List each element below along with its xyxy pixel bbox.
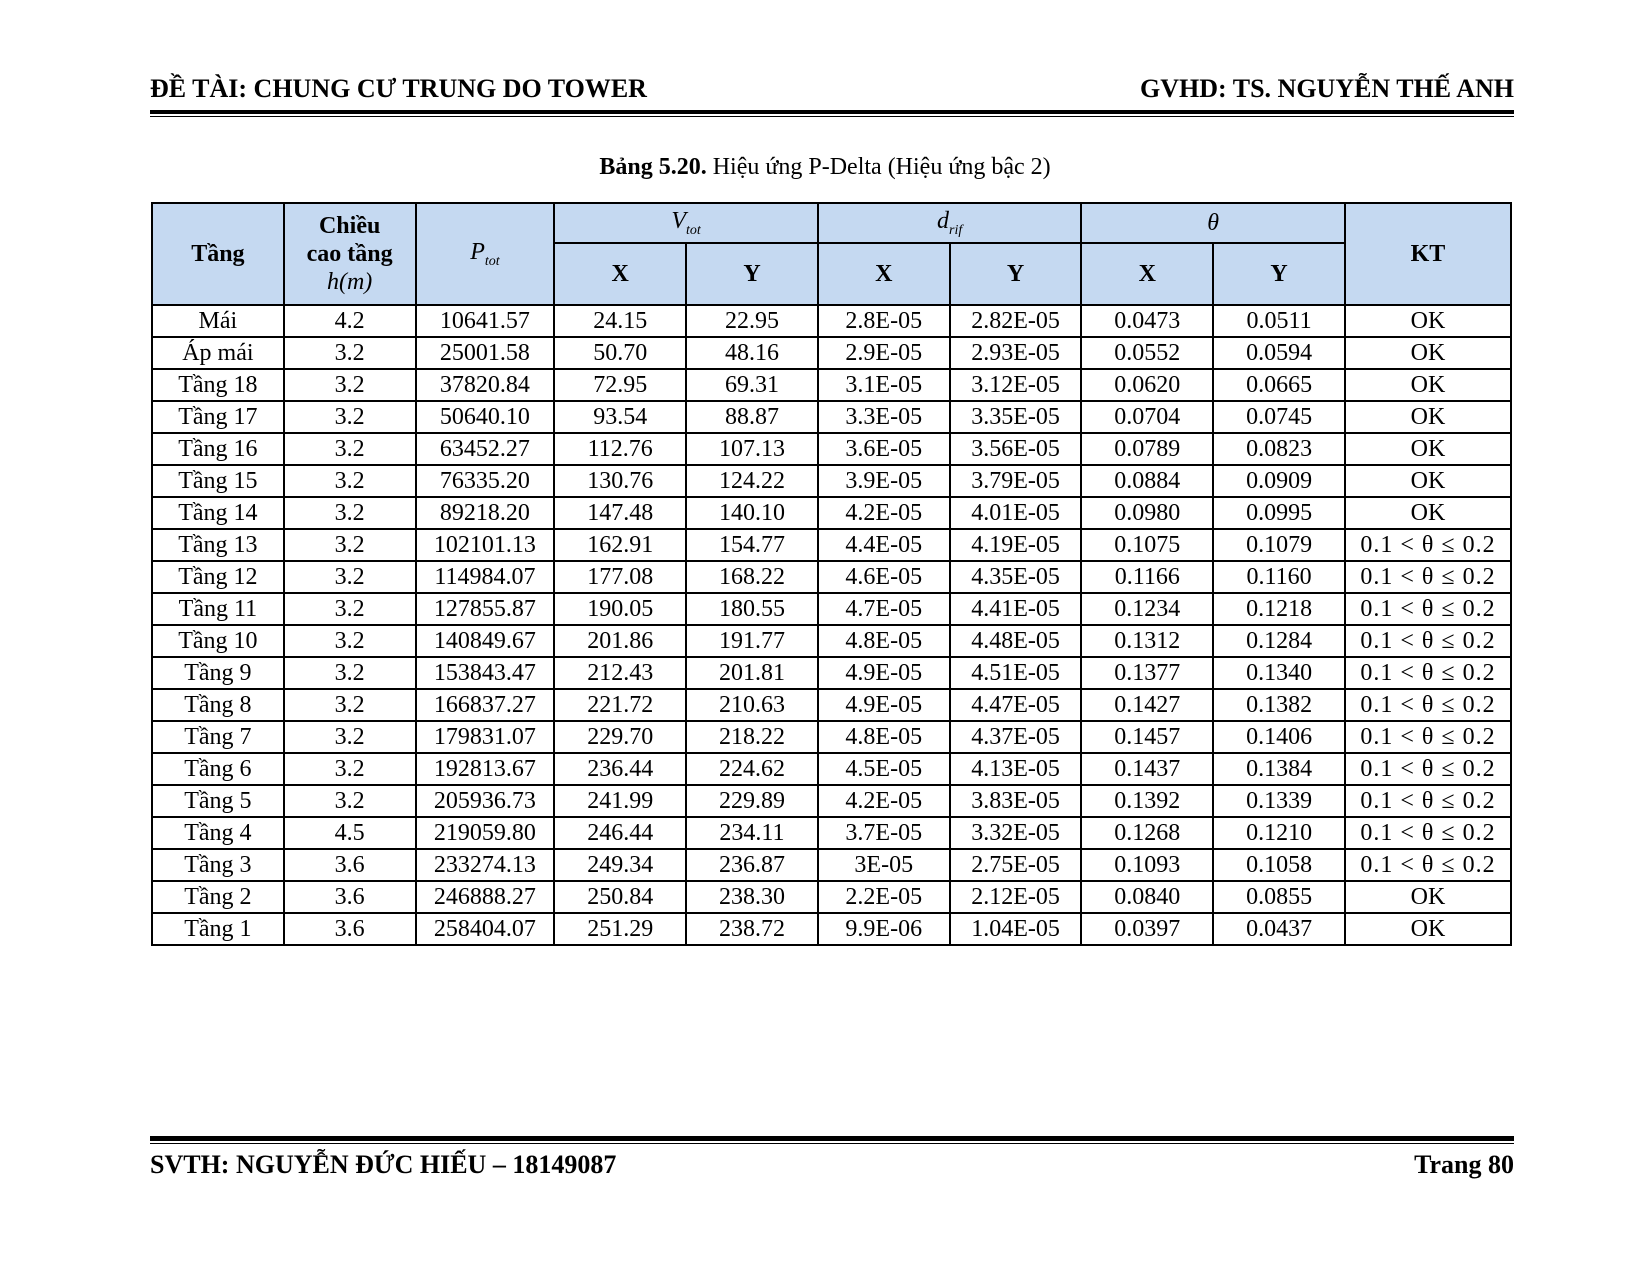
- cell-theta-x: 0.1437: [1081, 753, 1213, 785]
- cell-height: 3.2: [284, 561, 416, 593]
- cell-height: 3.2: [284, 785, 416, 817]
- cell-ptot: 153843.47: [416, 657, 555, 689]
- cell-drif-x: 3E-05: [818, 849, 950, 881]
- cell-kt: 0.1 < θ ≤ 0.2: [1345, 817, 1511, 849]
- cell-vtot-y: 218.22: [686, 721, 818, 753]
- cell-tang: Áp mái: [152, 337, 284, 369]
- cell-kt: OK: [1345, 881, 1511, 913]
- cell-vtot-x: 177.08: [554, 561, 686, 593]
- cell-vtot-y: 154.77: [686, 529, 818, 561]
- table-caption: [0, 152, 1650, 182]
- cell-tang: Tầng 18: [152, 369, 284, 401]
- cell-drif-x: 4.4E-05: [818, 529, 950, 561]
- cell-theta-y: 0.0995: [1213, 497, 1345, 529]
- cell-theta-x: 0.1312: [1081, 625, 1213, 657]
- cell-kt: OK: [1345, 465, 1511, 497]
- table-row: [152, 625, 1511, 657]
- cell-tang: Tầng 11: [152, 593, 284, 625]
- cell-theta-x: 0.0473: [1081, 305, 1213, 337]
- cell-vtot-x: 201.86: [554, 625, 686, 657]
- cell-kt: 0.1 < θ ≤ 0.2: [1345, 753, 1511, 785]
- cell-drif-x: 3.9E-05: [818, 465, 950, 497]
- cell-ptot: 37820.84: [416, 369, 555, 401]
- cell-theta-x: 0.1427: [1081, 689, 1213, 721]
- cell-vtot-y: 124.22: [686, 465, 818, 497]
- cell-drif-y: 4.35E-05: [950, 561, 1082, 593]
- header-rule: [150, 110, 1514, 114]
- cell-theta-x: 0.0620: [1081, 369, 1213, 401]
- col-header-tang: Tầng: [152, 203, 284, 305]
- cell-vtot-x: 212.43: [554, 657, 686, 689]
- cell-kt: OK: [1345, 305, 1511, 337]
- cell-tang: Tầng 16: [152, 433, 284, 465]
- cell-height: 3.2: [284, 657, 416, 689]
- cell-tang: Tầng 14: [152, 497, 284, 529]
- cell-vtot-y: 210.63: [686, 689, 818, 721]
- cell-theta-y: 0.1384: [1213, 753, 1345, 785]
- cell-kt: 0.1 < θ ≤ 0.2: [1345, 593, 1511, 625]
- cell-height: 3.2: [284, 497, 416, 529]
- cell-vtot-x: 221.72: [554, 689, 686, 721]
- cell-height: 3.2: [284, 369, 416, 401]
- cell-drif-y: 3.32E-05: [950, 817, 1082, 849]
- cell-vtot-x: 246.44: [554, 817, 686, 849]
- cell-drif-y: 4.47E-05: [950, 689, 1082, 721]
- cell-height: 3.2: [284, 689, 416, 721]
- vtot-subscript: tot: [686, 222, 701, 238]
- cell-vtot-x: 147.48: [554, 497, 686, 529]
- cell-ptot: 246888.27: [416, 881, 555, 913]
- cell-tang: Mái: [152, 305, 284, 337]
- drif-symbol: d: [937, 207, 950, 234]
- student-name: SVTH: NGUYỄN ĐỨC HIẾU – 18149087: [150, 1150, 617, 1179]
- table-row: [152, 305, 1511, 337]
- cell-theta-x: 0.1075: [1081, 529, 1213, 561]
- cell-drif-y: 3.83E-05: [950, 785, 1082, 817]
- cell-kt: OK: [1345, 913, 1511, 945]
- cell-theta-y: 0.0855: [1213, 881, 1345, 913]
- cell-theta-y: 0.1079: [1213, 529, 1345, 561]
- page-footer: [150, 1150, 1514, 1184]
- cell-theta-y: 0.0823: [1213, 433, 1345, 465]
- cell-theta-x: 0.0840: [1081, 881, 1213, 913]
- cell-vtot-y: 140.10: [686, 497, 818, 529]
- supervisor-name: GVHD: TS. NGUYỄN THẾ ANH: [1140, 74, 1514, 103]
- cell-tang: Tầng 1: [152, 913, 284, 945]
- cell-theta-x: 0.0397: [1081, 913, 1213, 945]
- cell-kt: OK: [1345, 433, 1511, 465]
- cell-theta-x: 0.1234: [1081, 593, 1213, 625]
- cell-vtot-y: 201.81: [686, 657, 818, 689]
- cell-drif-x: 3.3E-05: [818, 401, 950, 433]
- cell-kt: 0.1 < θ ≤ 0.2: [1345, 657, 1511, 689]
- cell-drif-x: 4.9E-05: [818, 657, 950, 689]
- cell-vtot-x: 251.29: [554, 913, 686, 945]
- subheader-drif-y: Y: [950, 243, 1082, 305]
- cell-drif-x: 4.8E-05: [818, 625, 950, 657]
- cell-vtot-x: 112.76: [554, 433, 686, 465]
- cell-height: 3.2: [284, 625, 416, 657]
- cell-kt: 0.1 < θ ≤ 0.2: [1345, 689, 1511, 721]
- cell-height: 3.6: [284, 849, 416, 881]
- cell-ptot: 89218.20: [416, 497, 555, 529]
- cell-drif-x: 3.1E-05: [818, 369, 950, 401]
- table-row: [152, 593, 1511, 625]
- cell-vtot-y: 238.72: [686, 913, 818, 945]
- cell-theta-y: 0.0665: [1213, 369, 1345, 401]
- page-number: Trang 80: [1414, 1150, 1514, 1179]
- cell-drif-x: 4.6E-05: [818, 561, 950, 593]
- cell-theta-x: 0.0980: [1081, 497, 1213, 529]
- cell-drif-x: 2.2E-05: [818, 881, 950, 913]
- header-rule-thin: [150, 116, 1514, 117]
- cell-drif-x: 4.2E-05: [818, 497, 950, 529]
- cell-theta-x: 0.1457: [1081, 721, 1213, 753]
- cell-theta-x: 0.1166: [1081, 561, 1213, 593]
- cell-theta-y: 0.0437: [1213, 913, 1345, 945]
- cell-vtot-y: 69.31: [686, 369, 818, 401]
- cell-drif-y: 4.13E-05: [950, 753, 1082, 785]
- cell-drif-y: 4.19E-05: [950, 529, 1082, 561]
- subheader-vtot-x: X: [554, 243, 686, 305]
- cell-drif-x: 3.6E-05: [818, 433, 950, 465]
- cell-tang: Tầng 8: [152, 689, 284, 721]
- cell-ptot: 76335.20: [416, 465, 555, 497]
- cell-drif-y: 3.79E-05: [950, 465, 1082, 497]
- cell-theta-y: 0.0909: [1213, 465, 1345, 497]
- cell-theta-y: 0.1284: [1213, 625, 1345, 657]
- cell-ptot: 219059.80: [416, 817, 555, 849]
- cell-vtot-x: 24.15: [554, 305, 686, 337]
- cell-drif-y: 1.04E-05: [950, 913, 1082, 945]
- cell-drif-y: 4.48E-05: [950, 625, 1082, 657]
- page-header: [150, 72, 1514, 104]
- cell-height: 3.2: [284, 753, 416, 785]
- table-row: [152, 913, 1511, 945]
- cell-theta-x: 0.1093: [1081, 849, 1213, 881]
- table-row: [152, 753, 1511, 785]
- cell-theta-y: 0.1406: [1213, 721, 1345, 753]
- col-header-ptot: [416, 203, 555, 305]
- cell-kt: 0.1 < θ ≤ 0.2: [1345, 561, 1511, 593]
- cell-tang: Tầng 10: [152, 625, 284, 657]
- cell-drif-y: 4.37E-05: [950, 721, 1082, 753]
- cell-height: 4.2: [284, 305, 416, 337]
- cell-vtot-y: 180.55: [686, 593, 818, 625]
- cell-ptot: 233274.13: [416, 849, 555, 881]
- cell-theta-y: 0.1382: [1213, 689, 1345, 721]
- cell-kt: 0.1 < θ ≤ 0.2: [1345, 785, 1511, 817]
- col-header-height: [284, 203, 416, 305]
- table-row: [152, 881, 1511, 913]
- table-row: [152, 369, 1511, 401]
- cell-height: 3.2: [284, 433, 416, 465]
- cell-height: 3.6: [284, 913, 416, 945]
- cell-drif-x: 4.5E-05: [818, 753, 950, 785]
- cell-drif-x: 4.9E-05: [818, 689, 950, 721]
- cell-vtot-y: 107.13: [686, 433, 818, 465]
- cell-ptot: 114984.07: [416, 561, 555, 593]
- cell-vtot-y: 88.87: [686, 401, 818, 433]
- cell-vtot-y: 224.62: [686, 753, 818, 785]
- cell-vtot-x: 72.95: [554, 369, 686, 401]
- col-header-vtot: [554, 203, 818, 243]
- cell-vtot-x: 229.70: [554, 721, 686, 753]
- cell-theta-x: 0.0552: [1081, 337, 1213, 369]
- col-header-kt: KT: [1345, 203, 1511, 305]
- footer-rule-thin: [150, 1143, 1514, 1144]
- cell-drif-y: 3.56E-05: [950, 433, 1082, 465]
- cell-ptot: 192813.67: [416, 753, 555, 785]
- cell-ptot: 102101.13: [416, 529, 555, 561]
- cell-vtot-x: 190.05: [554, 593, 686, 625]
- height-label-line2: cao tầng: [306, 241, 393, 267]
- cell-theta-x: 0.0789: [1081, 433, 1213, 465]
- cell-ptot: 10641.57: [416, 305, 555, 337]
- cell-theta-y: 0.1339: [1213, 785, 1345, 817]
- cell-theta-y: 0.1210: [1213, 817, 1345, 849]
- cell-ptot: 258404.07: [416, 913, 555, 945]
- table-row: [152, 401, 1511, 433]
- cell-drif-x: 2.9E-05: [818, 337, 950, 369]
- cell-tang: Tầng 3: [152, 849, 284, 881]
- cell-theta-x: 0.0704: [1081, 401, 1213, 433]
- cell-ptot: 50640.10: [416, 401, 555, 433]
- vtot-symbol: V: [671, 207, 687, 234]
- cell-kt: 0.1 < θ ≤ 0.2: [1345, 849, 1511, 881]
- cell-tang: Tầng 2: [152, 881, 284, 913]
- table-row: [152, 561, 1511, 593]
- cell-vtot-y: 234.11: [686, 817, 818, 849]
- cell-vtot-x: 249.34: [554, 849, 686, 881]
- cell-kt: 0.1 < θ ≤ 0.2: [1345, 529, 1511, 561]
- cell-vtot-y: 22.95: [686, 305, 818, 337]
- cell-vtot-y: 168.22: [686, 561, 818, 593]
- cell-drif-y: 2.12E-05: [950, 881, 1082, 913]
- cell-vtot-x: 241.99: [554, 785, 686, 817]
- cell-ptot: 205936.73: [416, 785, 555, 817]
- table-row: [152, 497, 1511, 529]
- cell-kt: OK: [1345, 401, 1511, 433]
- cell-tang: Tầng 9: [152, 657, 284, 689]
- cell-theta-y: 0.1218: [1213, 593, 1345, 625]
- cell-theta-y: 0.0511: [1213, 305, 1345, 337]
- cell-height: 3.2: [284, 593, 416, 625]
- p-delta-table: [151, 202, 1512, 946]
- cell-theta-y: 0.1340: [1213, 657, 1345, 689]
- cell-tang: Tầng 13: [152, 529, 284, 561]
- subheader-drif-x: X: [818, 243, 950, 305]
- cell-tang: Tầng 15: [152, 465, 284, 497]
- cell-drif-y: 4.01E-05: [950, 497, 1082, 529]
- project-title: ĐỀ TÀI: CHUNG CƯ TRUNG DO TOWER: [150, 74, 647, 103]
- cell-drif-y: 3.35E-05: [950, 401, 1082, 433]
- cell-ptot: 140849.67: [416, 625, 555, 657]
- cell-drif-x: 3.7E-05: [818, 817, 950, 849]
- col-header-theta: θ: [1081, 203, 1345, 243]
- table-row: [152, 689, 1511, 721]
- cell-drif-x: 4.2E-05: [818, 785, 950, 817]
- cell-height: 3.2: [284, 337, 416, 369]
- cell-vtot-y: 191.77: [686, 625, 818, 657]
- table-row: [152, 785, 1511, 817]
- cell-ptot: 63452.27: [416, 433, 555, 465]
- subheader-theta-x: X: [1081, 243, 1213, 305]
- cell-height: 3.6: [284, 881, 416, 913]
- table-row: [152, 337, 1511, 369]
- cell-theta-x: 0.1268: [1081, 817, 1213, 849]
- cell-kt: 0.1 < θ ≤ 0.2: [1345, 721, 1511, 753]
- cell-vtot-x: 93.54: [554, 401, 686, 433]
- cell-theta-y: 0.0594: [1213, 337, 1345, 369]
- cell-vtot-x: 50.70: [554, 337, 686, 369]
- cell-drif-x: 4.7E-05: [818, 593, 950, 625]
- cell-drif-y: 3.12E-05: [950, 369, 1082, 401]
- cell-theta-x: 0.1377: [1081, 657, 1213, 689]
- cell-vtot-y: 236.87: [686, 849, 818, 881]
- cell-ptot: 127855.87: [416, 593, 555, 625]
- table-row: [152, 849, 1511, 881]
- footer-rule: [150, 1136, 1514, 1141]
- cell-tang: Tầng 6: [152, 753, 284, 785]
- cell-height: 3.2: [284, 401, 416, 433]
- caption-text: Hiệu ứng P-Delta (Hiệu ứng bậc 2): [706, 154, 1051, 180]
- height-label-line3: h(m): [326, 269, 373, 295]
- cell-vtot-y: 238.30: [686, 881, 818, 913]
- cell-theta-y: 0.1058: [1213, 849, 1345, 881]
- col-header-drif: [818, 203, 1082, 243]
- cell-drif-x: 2.8E-05: [818, 305, 950, 337]
- caption-label: Bảng 5.20.: [599, 154, 707, 180]
- cell-ptot: 25001.58: [416, 337, 555, 369]
- cell-kt: 0.1 < θ ≤ 0.2: [1345, 625, 1511, 657]
- cell-drif-y: 4.41E-05: [950, 593, 1082, 625]
- cell-tang: Tầng 4: [152, 817, 284, 849]
- table-row: [152, 529, 1511, 561]
- table-row: [152, 817, 1511, 849]
- cell-ptot: 166837.27: [416, 689, 555, 721]
- ptot-subscript: tot: [484, 253, 500, 269]
- cell-height: 4.5: [284, 817, 416, 849]
- drif-subscript: rif: [949, 222, 963, 238]
- cell-vtot-x: 162.91: [554, 529, 686, 561]
- cell-drif-y: 2.82E-05: [950, 305, 1082, 337]
- table-row: [152, 721, 1511, 753]
- cell-tang: Tầng 12: [152, 561, 284, 593]
- cell-drif-x: 4.8E-05: [818, 721, 950, 753]
- subheader-theta-y: Y: [1213, 243, 1345, 305]
- cell-drif-x: 9.9E-06: [818, 913, 950, 945]
- cell-drif-y: 2.75E-05: [950, 849, 1082, 881]
- cell-vtot-y: 48.16: [686, 337, 818, 369]
- cell-theta-x: 0.0884: [1081, 465, 1213, 497]
- cell-kt: OK: [1345, 337, 1511, 369]
- cell-height: 3.2: [284, 529, 416, 561]
- cell-theta-y: 0.0745: [1213, 401, 1345, 433]
- cell-height: 3.2: [284, 465, 416, 497]
- cell-tang: Tầng 5: [152, 785, 284, 817]
- cell-vtot-x: 250.84: [554, 881, 686, 913]
- cell-theta-y: 0.1160: [1213, 561, 1345, 593]
- cell-height: 3.2: [284, 721, 416, 753]
- table-body: [152, 305, 1511, 945]
- table-row: [152, 433, 1511, 465]
- cell-drif-y: 4.51E-05: [950, 657, 1082, 689]
- cell-vtot-y: 229.89: [686, 785, 818, 817]
- subheader-vtot-y: Y: [686, 243, 818, 305]
- cell-theta-x: 0.1392: [1081, 785, 1213, 817]
- table-row: [152, 465, 1511, 497]
- cell-kt: OK: [1345, 369, 1511, 401]
- cell-tang: Tầng 7: [152, 721, 284, 753]
- cell-tang: Tầng 17: [152, 401, 284, 433]
- ptot-symbol: P: [470, 238, 485, 265]
- cell-drif-y: 2.93E-05: [950, 337, 1082, 369]
- cell-kt: OK: [1345, 497, 1511, 529]
- cell-vtot-x: 130.76: [554, 465, 686, 497]
- cell-vtot-x: 236.44: [554, 753, 686, 785]
- cell-ptot: 179831.07: [416, 721, 555, 753]
- height-label-line1: Chiều: [318, 213, 381, 239]
- table-row: [152, 657, 1511, 689]
